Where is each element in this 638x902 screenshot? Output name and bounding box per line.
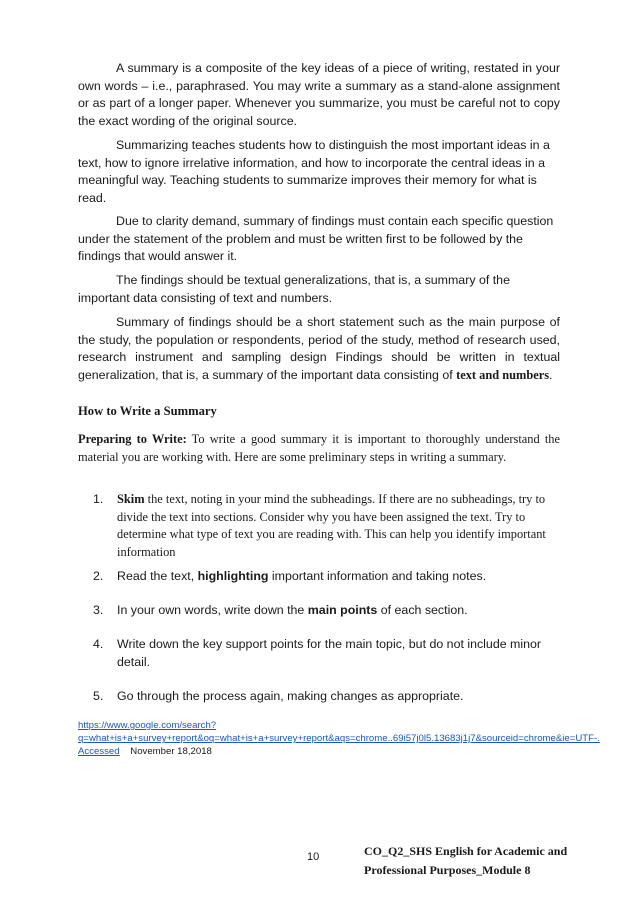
list-item-number: 5. [93, 689, 104, 703]
paragraph-preparing-to-write [78, 431, 560, 466]
list-item-rest: important information and taking notes. [268, 569, 487, 583]
paragraph-summary-of-findings-text: Summary of findings should be a short statement such as the main purpose of the study, the population or respondents, period of the study, method of research used, research instrument and sampling design Findings should be written in textual generalization, that is, a summary of the important data consisting of [78, 315, 560, 382]
list-item [93, 636, 563, 671]
paragraph-findings-textual: The findings should be textual generalizations, that is, a summary of the important data consisting of text and numbers. [78, 273, 510, 305]
list-item-text [117, 568, 563, 586]
reference-link[interactable]: https://www.google.com/search?q=what+is+a+survey+report&oq=what+is+a+survey+report&aqs=chrome..69i57j0l5.13683j1j7&sourceid=chrome&ie=UTF-. Accessed [78, 720, 600, 757]
list-item-text [117, 602, 563, 620]
list-item-number: 3. [93, 603, 104, 617]
list-item [93, 568, 563, 586]
footer-line-2: Professional Purposes_Module 8 [364, 863, 531, 877]
list-item-bold: main points [307, 603, 378, 617]
list-item-text: Go through the process again, making changes as appropriate. [117, 689, 464, 703]
list-item-number: 2. [93, 569, 104, 583]
module-footer [364, 842, 567, 880]
paragraph-summarizing-teaches: Summarizing teaches students how to distinguish the most important ideas in a text, how to ignore irrelative information, and how to incorporate the central ideas in a meaningful way. Teaching students to summarize improves their memory for what is read. [78, 138, 550, 205]
list-item-number: 1. [93, 492, 104, 506]
preparing-label: Preparing to Write: [78, 432, 187, 446]
list-item-rest: the text, noting in your mind the subheadings. If there are no subheadings, try to divide the text into sections. Consider why you have been assigned the text. Try to determine what type of text you are reading with. This can help you identify important information [117, 492, 546, 559]
list-item-bold: Skim [117, 492, 145, 506]
list-item-text: Write down the key support points for the main topic, but do not include minor detail. [117, 637, 542, 669]
list-item [93, 602, 563, 620]
access-date: November 18,2018 [130, 746, 212, 757]
list-item-bold: highlighting [197, 569, 269, 583]
paragraph-summary-definition: A summary is a composite of the key ideas of a piece of writing, restated in your own words – i.e., paraphrased. You may write a summary as a stand-alone assignment or as part of a longer paper. Whenever you summarize, you must be careful not to copy the exact wording of the original source. [78, 61, 560, 128]
paragraph-summary-of-findings [78, 314, 560, 384]
list-item-number: 4. [93, 637, 104, 651]
paragraph-end-period: . [549, 367, 553, 382]
page-number: 10 [307, 851, 320, 863]
list-item-text [117, 491, 563, 561]
paragraph-clarity-demand: Due to clarity demand, summary of findings must contain each specific question under the statement of the problem and must be written first to be followed by the findings that would answer it. [78, 214, 554, 263]
text-and-numbers-emphasis: text and numbers [456, 367, 550, 382]
list-item-lead: Read the text, [117, 569, 198, 583]
list-item [93, 491, 563, 561]
list-item-lead: In your own words, write down the [117, 603, 308, 617]
section-heading: How to Write a Summary [78, 404, 217, 418]
preparing-text: To write a good summary it is important to thoroughly understand the material you are working with. Here are some preliminary steps in writing a summary. [78, 432, 560, 464]
list-item [93, 688, 563, 706]
reference-citation [78, 719, 600, 758]
footer-line-1: CO_Q2_SHS English for Academic and [364, 844, 568, 858]
list-item-rest: of each section. [377, 603, 468, 617]
